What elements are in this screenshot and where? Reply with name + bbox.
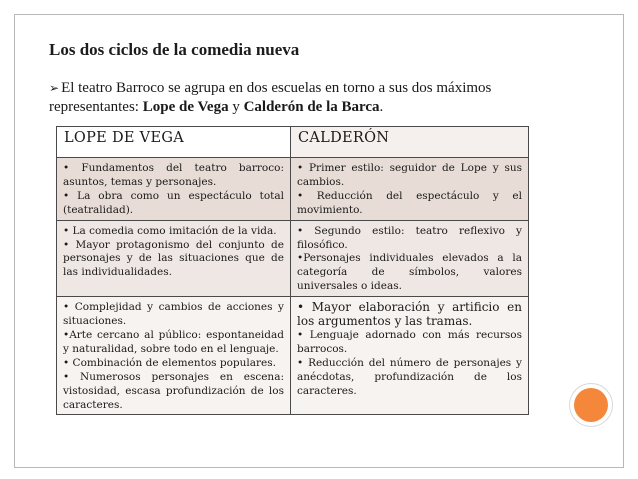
- cell-calderon-3: [291, 297, 529, 415]
- table-row: [57, 220, 529, 297]
- list-item: • La obra como un espectáculo total (teatralidad).: [63, 189, 284, 216]
- intro-text: El teatro Barroco se agrupa en dos escuelas en torno a sus dos máximos representantes:: [49, 80, 492, 115]
- list-item: •Arte cercano al público: espontaneidad y naturalidad, sobre todo en el lenguaje.: [63, 328, 284, 355]
- arrow-bullet-icon: ➢: [49, 81, 60, 95]
- list-item: • Combinación de elementos populares.: [63, 356, 276, 369]
- header-lope: LOPE DE VEGA: [57, 127, 291, 158]
- list-item: • Numerosos personajes en escena: vistosidad, escasa profundización de los caracteres.: [63, 370, 284, 411]
- table-row: [57, 158, 529, 221]
- cell-lope-2: [57, 220, 291, 297]
- intro-end: .: [379, 99, 384, 115]
- intro-paragraph: [49, 79, 529, 117]
- slide-title: Los dos ciclos de la comedia nueva: [49, 40, 300, 59]
- intro-name-lope: Lope de Vega: [142, 99, 229, 115]
- list-item: • Complejidad y cambios de acciones y situaciones.: [63, 301, 284, 328]
- intro-name-calderon: Calderón de la Barca: [243, 99, 380, 115]
- cell-lope-3: [57, 297, 291, 415]
- cell-calderon-2: [291, 220, 529, 297]
- list-item: • Segundo estilo: teatro reflexivo y filosófico.: [297, 224, 522, 251]
- list-item: • Fundamentos del teatro barroco: asuntos, temas y personajes.: [63, 162, 284, 188]
- list-item: • La comedia como imitación de la vida.: [63, 224, 277, 237]
- header-calderon: CALDERÓN: [291, 127, 529, 158]
- table-header-row: [57, 127, 529, 158]
- comparison-table: [56, 126, 529, 415]
- list-item: • Reducción del espectáculo y el movimiento.: [297, 189, 522, 216]
- table-row: [57, 297, 529, 415]
- list-item: • Mayor protagonismo del conjunto de personajes y de las situaciones que de las individualidades.: [63, 238, 284, 279]
- list-item: •Personajes individuales elevados a la categoría de símbolos, valores universales o ideas.: [297, 252, 522, 293]
- cell-lope-1: [57, 158, 291, 221]
- list-item: • Mayor elaboración y artificio en los argumentos y las tramas.: [297, 300, 522, 329]
- list-item: • Lenguaje adornado con más recursos barrocos.: [297, 328, 522, 355]
- cell-calderon-1: [291, 158, 529, 221]
- orange-circle-decoration: [574, 388, 608, 422]
- intro-connector: y: [228, 99, 244, 115]
- list-item: • Primer estilo: seguidor de Lope y sus cambios.: [297, 162, 522, 188]
- list-item: • Reducción del número de personajes y anécdotas, profundización de los caracteres.: [297, 356, 522, 397]
